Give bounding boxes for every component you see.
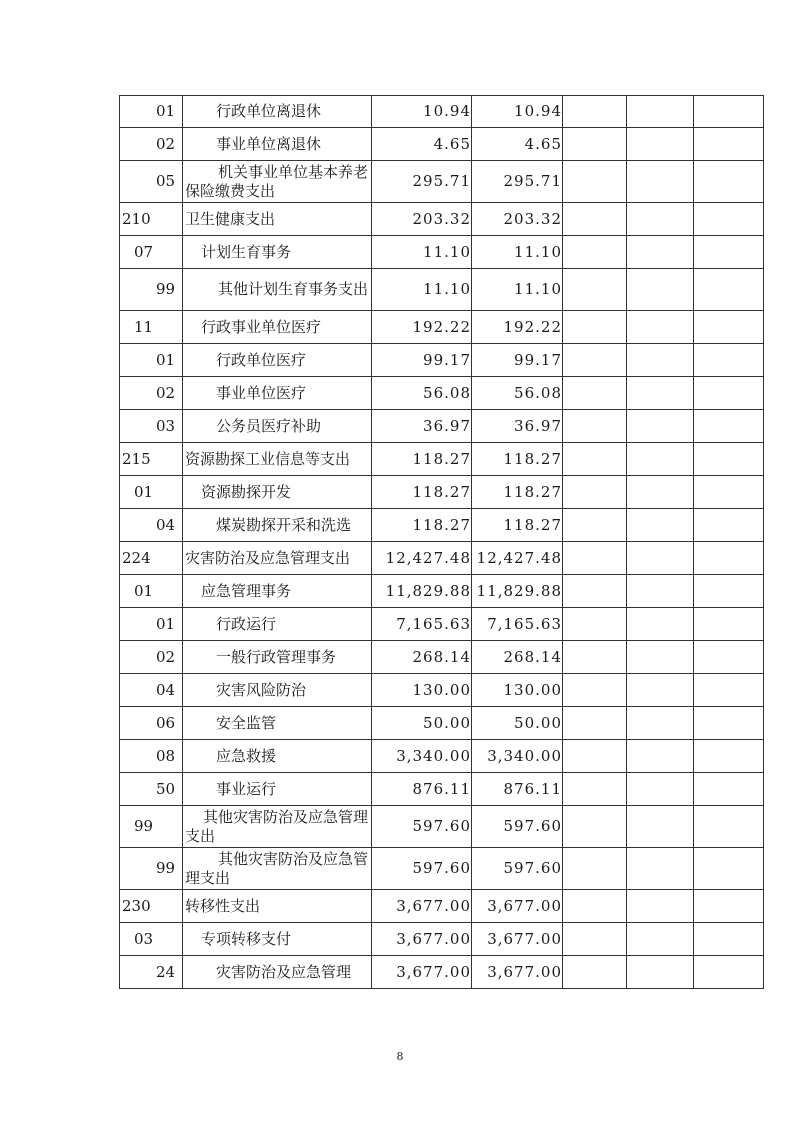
function-code-cell: 99 <box>120 269 183 311</box>
empty-cell-3 <box>694 641 764 674</box>
function-code-cell: 05 <box>120 161 183 203</box>
item-name-cell: 转移性支出 <box>183 890 372 923</box>
empty-cell-1 <box>563 311 627 344</box>
total-amount-cell: 4.65 <box>372 128 472 161</box>
table-row <box>120 377 764 410</box>
empty-cell-2 <box>627 923 694 956</box>
empty-cell-2 <box>627 344 694 377</box>
function-code-cell: 99 <box>120 806 183 848</box>
total-amount-cell: 50.00 <box>372 707 472 740</box>
total-amount-cell: 876.11 <box>372 773 472 806</box>
empty-cell-2 <box>627 410 694 443</box>
basic-expenditure-cell: 11,829.88 <box>472 575 563 608</box>
empty-cell-1 <box>563 269 627 311</box>
basic-expenditure-cell: 203.32 <box>472 203 563 236</box>
total-amount-cell: 11,829.88 <box>372 575 472 608</box>
total-amount-cell: 11.10 <box>372 269 472 311</box>
empty-cell-2 <box>627 575 694 608</box>
function-code-cell: 02 <box>120 641 183 674</box>
empty-cell-1 <box>563 128 627 161</box>
function-code-cell: 215 <box>120 443 183 476</box>
empty-cell-3 <box>694 476 764 509</box>
empty-cell-2 <box>627 542 694 575</box>
item-name-cell: 事业单位医疗 <box>183 377 372 410</box>
item-name-cell: 计划生育事务 <box>183 236 372 269</box>
total-amount-cell: 118.27 <box>372 443 472 476</box>
empty-cell-3 <box>694 890 764 923</box>
empty-cell-2 <box>627 128 694 161</box>
empty-cell-3 <box>694 509 764 542</box>
basic-expenditure-cell: 118.27 <box>472 476 563 509</box>
page-number: 8 <box>396 1050 404 1063</box>
basic-expenditure-cell: 597.60 <box>472 848 563 890</box>
empty-cell-2 <box>627 608 694 641</box>
empty-cell-1 <box>563 377 627 410</box>
empty-cell-3 <box>694 344 764 377</box>
function-code-cell: 50 <box>120 773 183 806</box>
empty-cell-1 <box>563 674 627 707</box>
basic-expenditure-cell: 295.71 <box>472 161 563 203</box>
item-name-cell: 应急管理事务 <box>183 575 372 608</box>
empty-cell-1 <box>563 608 627 641</box>
total-amount-cell: 12,427.48 <box>372 542 472 575</box>
budget-table-body <box>120 96 764 989</box>
function-code-cell: 04 <box>120 674 183 707</box>
table-row <box>120 509 764 542</box>
empty-cell-1 <box>563 848 627 890</box>
empty-cell-1 <box>563 476 627 509</box>
total-amount-cell: 118.27 <box>372 509 472 542</box>
item-name-cell: 公务员医疗补助 <box>183 410 372 443</box>
empty-cell-3 <box>694 96 764 128</box>
item-name-cell: 资源勘探工业信息等支出 <box>183 443 372 476</box>
item-name-cell: 卫生健康支出 <box>183 203 372 236</box>
empty-cell-3 <box>694 161 764 203</box>
total-amount-cell: 7,165.63 <box>372 608 472 641</box>
function-code-cell: 01 <box>120 608 183 641</box>
empty-cell-1 <box>563 161 627 203</box>
table-row <box>120 890 764 923</box>
function-code-cell: 210 <box>120 203 183 236</box>
empty-cell-1 <box>563 806 627 848</box>
table-row <box>120 740 764 773</box>
empty-cell-3 <box>694 674 764 707</box>
empty-cell-3 <box>694 236 764 269</box>
item-name-cell: 行政运行 <box>183 608 372 641</box>
function-code-cell: 230 <box>120 890 183 923</box>
empty-cell-1 <box>563 707 627 740</box>
basic-expenditure-cell: 50.00 <box>472 707 563 740</box>
function-code-cell: 24 <box>120 956 183 989</box>
function-code-cell: 08 <box>120 740 183 773</box>
empty-cell-2 <box>627 956 694 989</box>
empty-cell-1 <box>563 956 627 989</box>
function-code-cell: 01 <box>120 575 183 608</box>
empty-cell-2 <box>627 311 694 344</box>
empty-cell-2 <box>627 773 694 806</box>
table-row <box>120 203 764 236</box>
basic-expenditure-cell: 11.10 <box>472 269 563 311</box>
empty-cell-3 <box>694 377 764 410</box>
total-amount-cell: 3,677.00 <box>372 890 472 923</box>
empty-cell-2 <box>627 161 694 203</box>
table-row <box>120 641 764 674</box>
item-name-cell: 其他计划生育事务支出 <box>183 269 372 311</box>
empty-cell-3 <box>694 203 764 236</box>
budget-table <box>119 95 764 989</box>
basic-expenditure-cell: 3,677.00 <box>472 956 563 989</box>
table-row <box>120 476 764 509</box>
empty-cell-2 <box>627 806 694 848</box>
table-row <box>120 674 764 707</box>
item-name-cell: 资源勘探开发 <box>183 476 372 509</box>
table-row <box>120 311 764 344</box>
empty-cell-2 <box>627 890 694 923</box>
empty-cell-3 <box>694 542 764 575</box>
empty-cell-2 <box>627 740 694 773</box>
total-amount-cell: 11.10 <box>372 236 472 269</box>
total-amount-cell: 3,677.00 <box>372 956 472 989</box>
basic-expenditure-cell: 4.65 <box>472 128 563 161</box>
empty-cell-1 <box>563 96 627 128</box>
item-name-cell: 煤炭勘探开采和洗选 <box>183 509 372 542</box>
basic-expenditure-cell: 130.00 <box>472 674 563 707</box>
total-amount-cell: 10.94 <box>372 96 472 128</box>
empty-cell-3 <box>694 311 764 344</box>
item-name-cell: 事业运行 <box>183 773 372 806</box>
empty-cell-1 <box>563 641 627 674</box>
table-row <box>120 344 764 377</box>
basic-expenditure-cell: 12,427.48 <box>472 542 563 575</box>
total-amount-cell: 118.27 <box>372 476 472 509</box>
empty-cell-3 <box>694 707 764 740</box>
empty-cell-2 <box>627 269 694 311</box>
empty-cell-3 <box>694 443 764 476</box>
function-code-cell: 03 <box>120 410 183 443</box>
basic-expenditure-cell: 876.11 <box>472 773 563 806</box>
empty-cell-1 <box>563 740 627 773</box>
total-amount-cell: 56.08 <box>372 377 472 410</box>
empty-cell-1 <box>563 236 627 269</box>
total-amount-cell: 99.17 <box>372 344 472 377</box>
basic-expenditure-cell: 99.17 <box>472 344 563 377</box>
total-amount-cell: 597.60 <box>372 848 472 890</box>
function-code-cell: 01 <box>120 344 183 377</box>
table-row <box>120 236 764 269</box>
item-name-cell: 行政单位离退休 <box>183 96 372 128</box>
item-name-cell: 其他灾害防治及应急管理支出 <box>183 806 372 848</box>
item-name-cell: 应急救援 <box>183 740 372 773</box>
empty-cell-2 <box>627 476 694 509</box>
empty-cell-2 <box>627 707 694 740</box>
total-amount-cell: 268.14 <box>372 641 472 674</box>
total-amount-cell: 597.60 <box>372 806 472 848</box>
table-row <box>120 161 764 203</box>
empty-cell-2 <box>627 203 694 236</box>
empty-cell-1 <box>563 344 627 377</box>
item-name-cell: 安全监管 <box>183 707 372 740</box>
empty-cell-1 <box>563 773 627 806</box>
empty-cell-3 <box>694 923 764 956</box>
basic-expenditure-cell: 10.94 <box>472 96 563 128</box>
function-code-cell: 02 <box>120 128 183 161</box>
function-code-cell: 11 <box>120 311 183 344</box>
item-name-cell: 一般行政管理事务 <box>183 641 372 674</box>
function-code-cell: 01 <box>120 96 183 128</box>
table-row <box>120 410 764 443</box>
basic-expenditure-cell: 36.97 <box>472 410 563 443</box>
function-code-cell: 02 <box>120 377 183 410</box>
empty-cell-3 <box>694 128 764 161</box>
empty-cell-2 <box>627 848 694 890</box>
empty-cell-2 <box>627 236 694 269</box>
table-row <box>120 128 764 161</box>
function-code-cell: 07 <box>120 236 183 269</box>
empty-cell-2 <box>627 96 694 128</box>
empty-cell-3 <box>694 848 764 890</box>
table-row <box>120 542 764 575</box>
empty-cell-3 <box>694 956 764 989</box>
item-name-cell: 其他灾害防治及应急管理支出 <box>183 848 372 890</box>
empty-cell-3 <box>694 269 764 311</box>
basic-expenditure-cell: 118.27 <box>472 509 563 542</box>
table-row <box>120 806 764 848</box>
table-row <box>120 443 764 476</box>
total-amount-cell: 130.00 <box>372 674 472 707</box>
table-row <box>120 96 764 128</box>
basic-expenditure-cell: 192.22 <box>472 311 563 344</box>
table-row <box>120 848 764 890</box>
total-amount-cell: 192.22 <box>372 311 472 344</box>
function-code-cell: 06 <box>120 707 183 740</box>
empty-cell-3 <box>694 608 764 641</box>
table-row <box>120 923 764 956</box>
basic-expenditure-cell: 3,677.00 <box>472 890 563 923</box>
empty-cell-2 <box>627 674 694 707</box>
empty-cell-2 <box>627 641 694 674</box>
total-amount-cell: 3,677.00 <box>372 923 472 956</box>
table-row <box>120 269 764 311</box>
empty-cell-2 <box>627 509 694 542</box>
empty-cell-1 <box>563 890 627 923</box>
function-code-cell: 04 <box>120 509 183 542</box>
basic-expenditure-cell: 56.08 <box>472 377 563 410</box>
basic-expenditure-cell: 11.10 <box>472 236 563 269</box>
basic-expenditure-cell: 268.14 <box>472 641 563 674</box>
table-row <box>120 608 764 641</box>
total-amount-cell: 203.32 <box>372 203 472 236</box>
item-name-cell: 专项转移支付 <box>183 923 372 956</box>
empty-cell-1 <box>563 575 627 608</box>
table-row <box>120 575 764 608</box>
empty-cell-2 <box>627 377 694 410</box>
table-row <box>120 773 764 806</box>
basic-expenditure-cell: 3,340.00 <box>472 740 563 773</box>
item-name-cell: 行政事业单位医疗 <box>183 311 372 344</box>
empty-cell-2 <box>627 443 694 476</box>
empty-cell-3 <box>694 410 764 443</box>
empty-cell-3 <box>694 773 764 806</box>
item-name-cell: 灾害风险防治 <box>183 674 372 707</box>
empty-cell-3 <box>694 740 764 773</box>
function-code-cell: 224 <box>120 542 183 575</box>
empty-cell-1 <box>563 203 627 236</box>
function-code-cell: 01 <box>120 476 183 509</box>
basic-expenditure-cell: 7,165.63 <box>472 608 563 641</box>
function-code-cell: 99 <box>120 848 183 890</box>
table-row <box>120 707 764 740</box>
item-name-cell: 事业单位离退休 <box>183 128 372 161</box>
function-code-cell: 03 <box>120 923 183 956</box>
item-name-cell: 灾害防治及应急管理支出 <box>183 542 372 575</box>
total-amount-cell: 3,340.00 <box>372 740 472 773</box>
empty-cell-1 <box>563 410 627 443</box>
empty-cell-1 <box>563 509 627 542</box>
empty-cell-1 <box>563 923 627 956</box>
item-name-cell: 机关事业单位基本养老保险缴费支出 <box>183 161 372 203</box>
basic-expenditure-cell: 597.60 <box>472 806 563 848</box>
empty-cell-3 <box>694 575 764 608</box>
empty-cell-1 <box>563 542 627 575</box>
empty-cell-1 <box>563 443 627 476</box>
total-amount-cell: 295.71 <box>372 161 472 203</box>
total-amount-cell: 36.97 <box>372 410 472 443</box>
basic-expenditure-cell: 118.27 <box>472 443 563 476</box>
basic-expenditure-cell: 3,677.00 <box>472 923 563 956</box>
item-name-cell: 行政单位医疗 <box>183 344 372 377</box>
empty-cell-3 <box>694 806 764 848</box>
item-name-cell: 灾害防治及应急管理 <box>183 956 372 989</box>
table-row <box>120 956 764 989</box>
